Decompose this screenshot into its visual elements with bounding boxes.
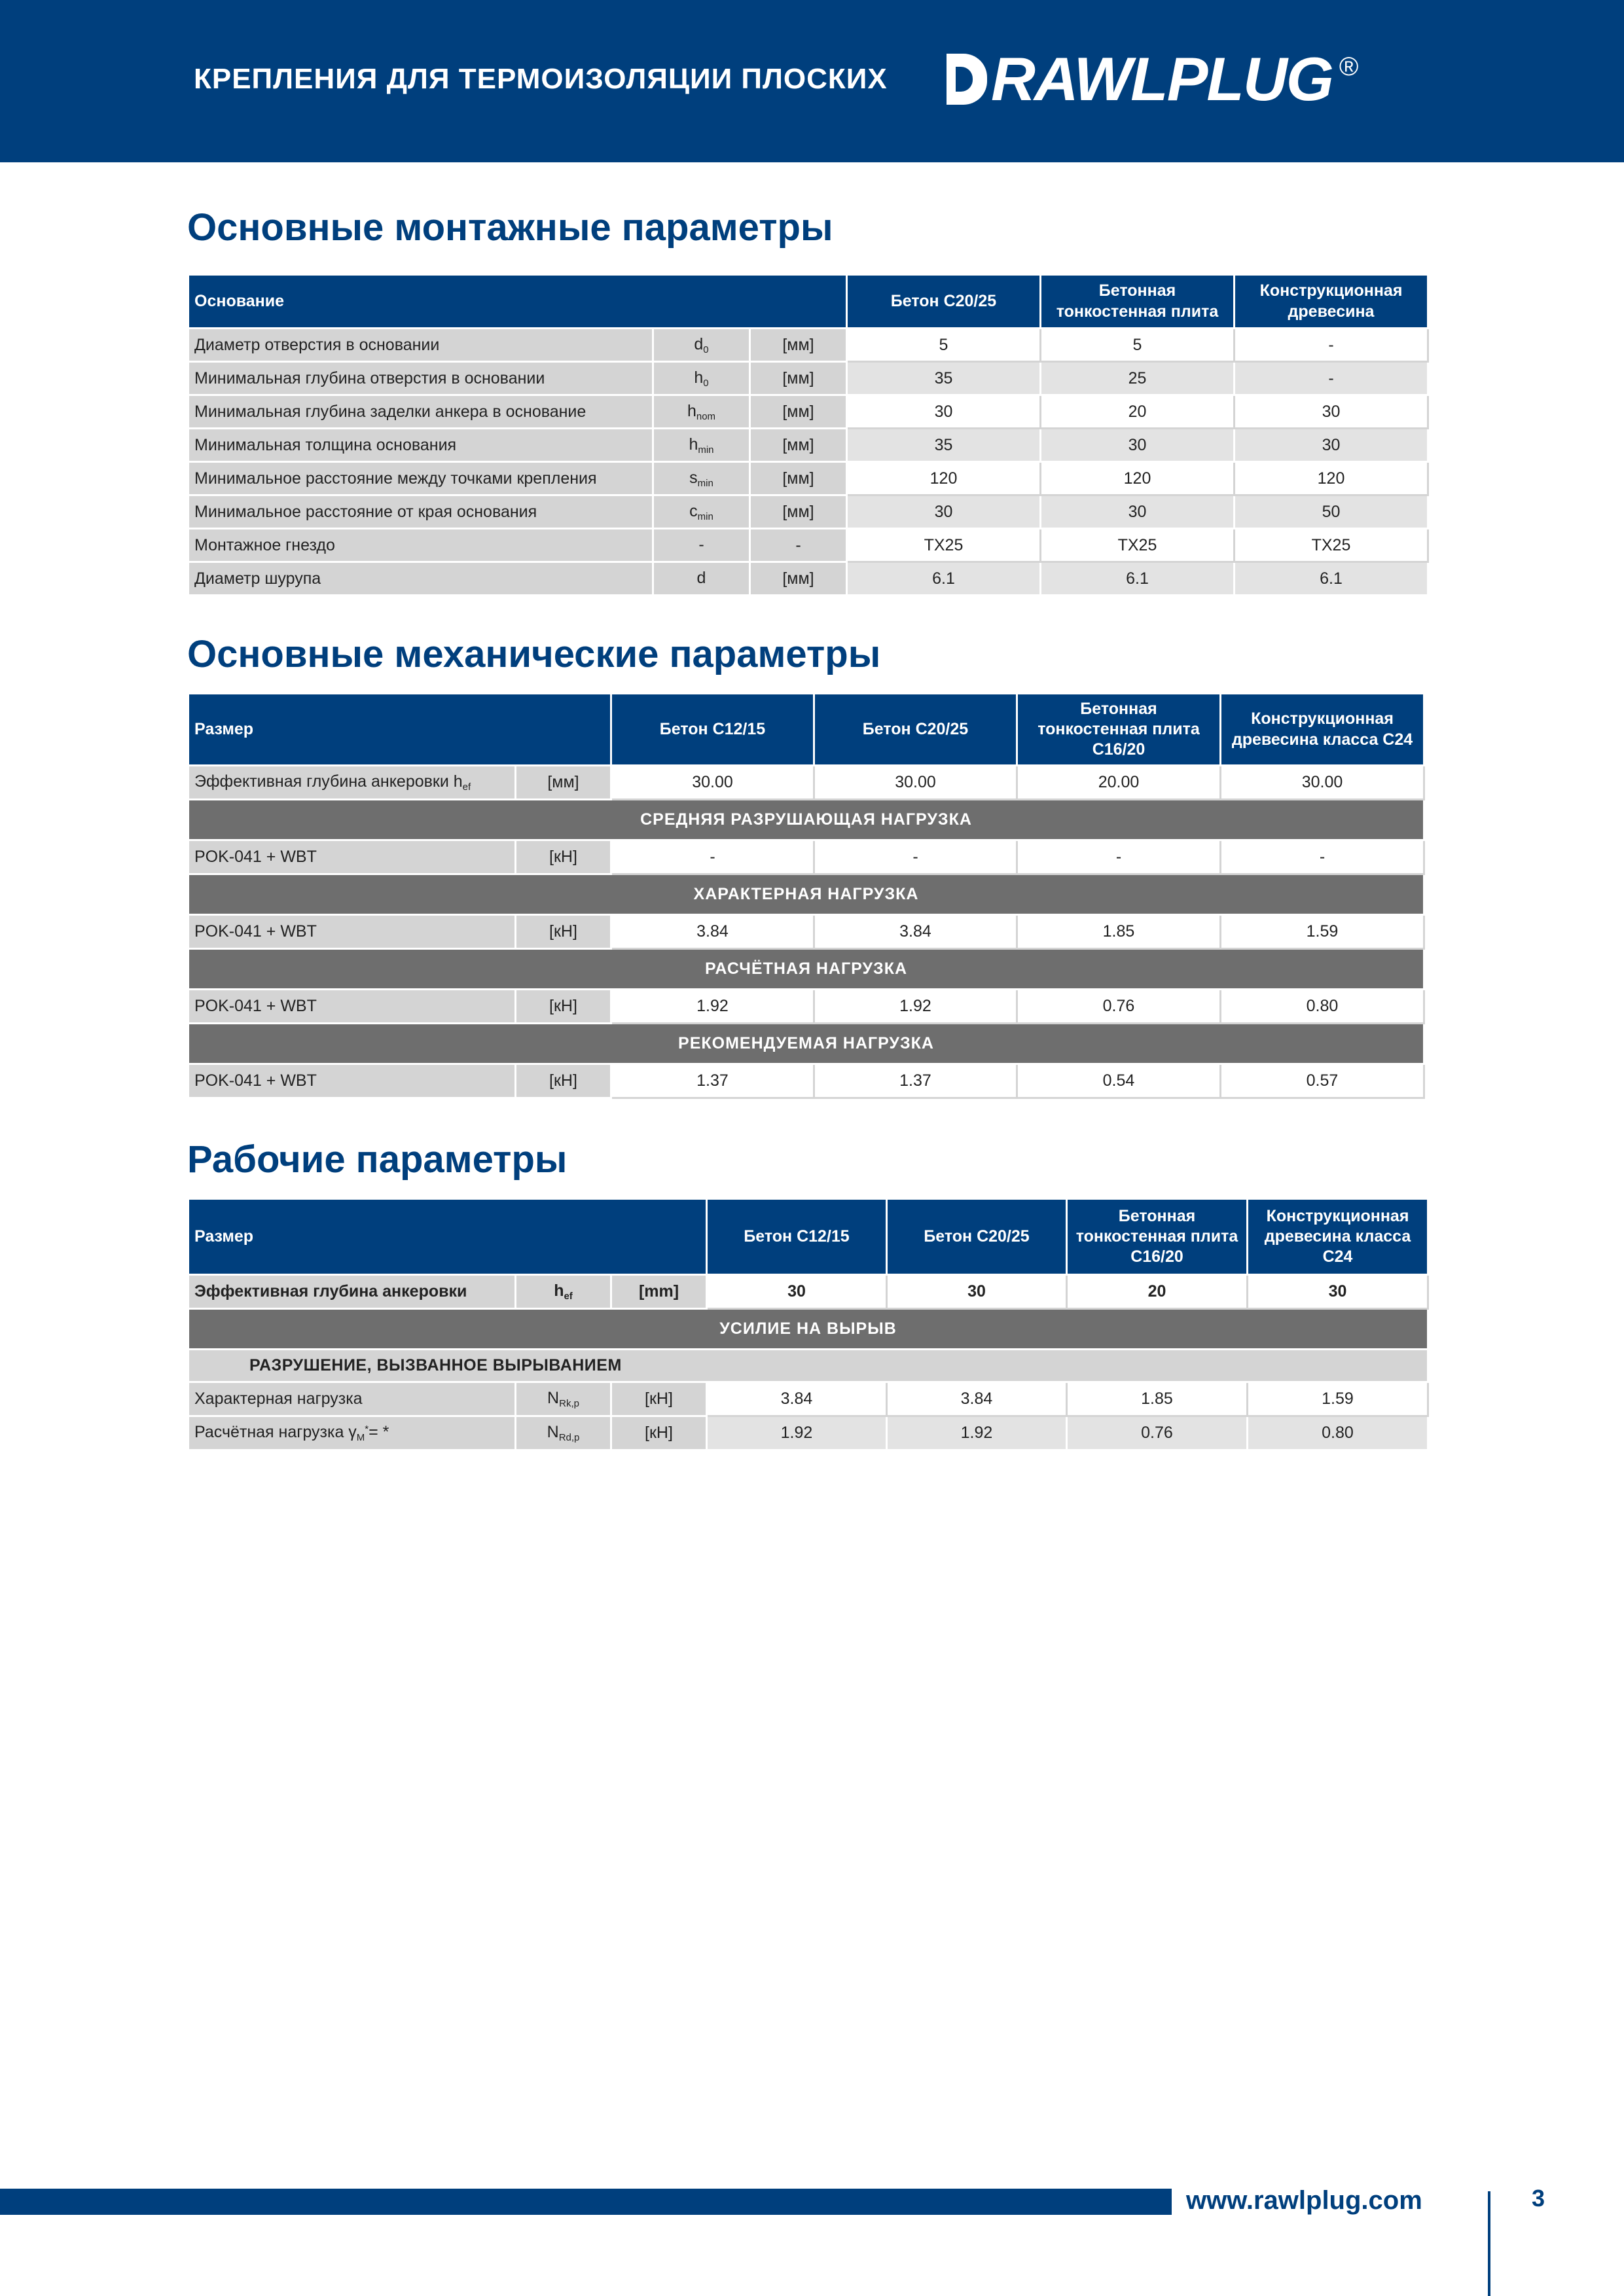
table-row [189,529,1428,562]
footer-url[interactable]: www.rawlplug.com [1186,2186,1422,2215]
section-row [189,800,1424,840]
value-cell: 6.1 [1041,562,1235,596]
value-cell: 20.00 [1017,766,1221,800]
param-label: POK-041 + WBT [189,1064,516,1098]
value-cell: 30 [1235,395,1428,429]
header-concrete-c12: Бетон C12/15 [707,1199,887,1275]
section-row [189,874,1424,915]
group-title: СРЕДНЯЯ РАЗРУШАЮЩАЯ НАГРУЗКА [189,800,1424,840]
param-unit: [мм] [750,362,847,395]
subsection-row [189,1350,1428,1382]
table-row [189,462,1428,495]
value-cell: 1.59 [1221,915,1424,949]
table-row [189,840,1424,874]
value-cell: 0.54 [1017,1064,1221,1098]
param-label: POK-041 + WBT [189,915,516,949]
header-size: Размер [189,694,611,766]
param-label: Монтажное гнездо [189,529,653,562]
table-row [189,362,1428,395]
param-label: Минимальная глубина заделки анкера в основание [189,395,653,429]
param-symbol: $d_0$ [653,329,750,362]
param-symbol: $s_{min}$ [653,462,750,495]
param-label: Диаметр отверстия в основании [189,329,653,362]
table-header-row [189,275,1428,329]
param-unit: [кН] [611,1416,707,1450]
value-cell: 3.84 [611,915,814,949]
registered-mark: ® [1339,52,1359,81]
value-cell: 50 [1235,495,1428,529]
installation-params-table [187,274,1429,596]
value-cell: 30 [707,1275,887,1309]
table-header-row [189,1199,1428,1275]
section2-title: Основные механические параметры [187,633,881,675]
section-row [189,1309,1428,1350]
logo-mark-icon [947,54,987,105]
value-cell: - [1221,840,1424,874]
table-row [189,1275,1428,1309]
footer-bar [0,2189,1172,2215]
value-cell: 25 [1041,362,1235,395]
header-concrete-c12: Бетон C12/15 [611,694,814,766]
param-label: Минимальное расстояние между точками крепления [189,462,653,495]
header-thin-slab: Бетонная тонкостенная плита C16/20 [1017,694,1221,766]
param-label: POK-041 + WBT [189,840,516,874]
param-label: Минимальная толщина основания [189,429,653,462]
table-row [189,329,1428,362]
value-cell: 120 [1235,462,1428,495]
group-title: УСИЛИЕ НА ВЫРЫВ [189,1309,1428,1350]
value-cell: 1.92 [814,990,1017,1024]
header-concrete-c20: Бетон C20/25 [887,1199,1067,1275]
value-cell: 0.80 [1248,1416,1428,1450]
table-row [189,990,1424,1024]
table-row [189,1064,1424,1098]
subgroup-title: РАЗРУШЕНИЕ, ВЫЗВАННОЕ ВЫРЫВАНИЕМ [189,1350,1428,1382]
group-title: РАСЧЁТНАЯ НАГРУЗКА [189,949,1424,990]
value-cell: 120 [847,462,1041,495]
param-symbol: $N_{Rd,p}$ [516,1416,611,1450]
value-cell: 1.37 [814,1064,1017,1098]
value-cell: 1.92 [611,990,814,1024]
header-base: Основание [189,275,847,329]
param-unit: [кН] [516,915,611,949]
param-label: Минимальное расстояние от края основания [189,495,653,529]
section-row [189,949,1424,990]
param-unit: [кН] [516,990,611,1024]
value-cell: 1.92 [707,1416,887,1450]
value-cell: 20 [1067,1275,1248,1309]
header-size: Размер [189,1199,707,1275]
logo-text: RAWLPLUG [991,45,1333,113]
table-row [189,1416,1428,1450]
param-label: Диаметр шурупа [189,562,653,596]
param-label: Эффективная глубина анкеровки [189,1275,516,1309]
value-cell: TX25 [1235,529,1428,562]
param-label: Расчётная нагрузка $\gamma_M^*=$ * [189,1416,516,1450]
value-cell: - [611,840,814,874]
param-symbol: $N_{Rk,p}$ [516,1382,611,1416]
value-cell: 3.84 [707,1382,887,1416]
value-cell: 30 [1041,429,1235,462]
param-label: Минимальная глубина отверстия в основании [189,362,653,395]
param-unit: [мм] [750,329,847,362]
table-row [189,429,1428,462]
rawlplug-logo [947,45,1359,113]
value-cell: 1.85 [1067,1382,1248,1416]
header-timber: Конструкционная древесина [1235,275,1428,329]
value-cell: - [1017,840,1221,874]
header-timber: Конструкционная древесина класса C24 [1221,694,1424,766]
value-cell: 1.92 [887,1416,1067,1450]
param-label: Эффективная глубина анкеровки $h_{ef}$ [189,766,516,800]
value-cell: - [814,840,1017,874]
value-cell: 30.00 [1221,766,1424,800]
footer-divider [1488,2191,1490,2296]
value-cell: 1.37 [611,1064,814,1098]
param-unit: [мм] [750,495,847,529]
table-row [189,1382,1428,1416]
value-cell: 30 [1041,495,1235,529]
value-cell: 30 [847,395,1041,429]
value-cell: 30.00 [611,766,814,800]
param-unit: [мм] [750,395,847,429]
param-unit: [кН] [516,1064,611,1098]
value-cell: 6.1 [1235,562,1428,596]
header-title: КРЕПЛЕНИЯ ДЛЯ ТЕРМОИЗОЛЯЦИИ ПЛОСКИХ [194,63,888,95]
value-cell: 6.1 [847,562,1041,596]
value-cell: 0.80 [1221,990,1424,1024]
param-unit: [мм] [750,462,847,495]
param-unit: [мм] [750,429,847,462]
param-unit: [mm] [611,1275,707,1309]
value-cell: 0.57 [1221,1064,1424,1098]
table-header-row [189,694,1424,766]
param-label: Характерная нагрузка [189,1382,516,1416]
value-cell: 0.76 [1017,990,1221,1024]
header-thin-slab: Бетонная тонкостенная плита [1041,275,1235,329]
value-cell: 30 [1235,429,1428,462]
table-row [189,915,1424,949]
param-symbol: d [653,562,750,596]
section1-title: Основные монтажные параметры [187,206,833,249]
value-cell: 120 [1041,462,1235,495]
value-cell: 35 [847,362,1041,395]
value-cell: 5 [847,329,1041,362]
header-concrete-c20: Бетон C20/25 [814,694,1017,766]
param-symbol: $h_{ef}$ [516,1275,611,1309]
value-cell: TX25 [847,529,1041,562]
table-row [189,495,1428,529]
param-symbol: $h_{min}$ [653,429,750,462]
value-cell: 3.84 [814,915,1017,949]
value-cell: 20 [1041,395,1235,429]
value-cell: 30.00 [814,766,1017,800]
param-unit: [кН] [516,840,611,874]
page-header [0,0,1624,162]
value-cell: - [1235,362,1428,395]
value-cell: 5 [1041,329,1235,362]
value-cell: 35 [847,429,1041,462]
value-cell: 1.59 [1248,1382,1428,1416]
header-thin-slab: Бетонная тонкостенная плита C16/20 [1067,1199,1248,1275]
page-number: 3 [1532,2185,1545,2212]
value-cell: 1.85 [1017,915,1221,949]
param-unit: - [750,529,847,562]
value-cell: 30 [887,1275,1067,1309]
group-title: РЕКОМЕНДУЕМАЯ НАГРУЗКА [189,1024,1424,1064]
value-cell: 30 [1248,1275,1428,1309]
param-unit: [кН] [611,1382,707,1416]
section3-title: Рабочие параметры [187,1138,568,1181]
param-symbol: - [653,529,750,562]
header-concrete-c20: Бетон C20/25 [847,275,1041,329]
table-row [189,395,1428,429]
table-row [189,562,1428,596]
param-unit: [мм] [516,766,611,800]
group-title: ХАРАКТЕРНАЯ НАГРУЗКА [189,874,1424,915]
table-row [189,766,1424,800]
working-params-table [187,1198,1429,1451]
mechanical-params-table [187,692,1425,1099]
param-symbol: $c_{min}$ [653,495,750,529]
header-timber: Конструкционная древесина класса C24 [1248,1199,1428,1275]
param-symbol: $h_{nom}$ [653,395,750,429]
value-cell: 3.84 [887,1382,1067,1416]
section-row [189,1024,1424,1064]
value-cell: 0.76 [1067,1416,1248,1450]
param-label: POK-041 + WBT [189,990,516,1024]
value-cell: - [1235,329,1428,362]
value-cell: TX25 [1041,529,1235,562]
param-symbol: $h_0$ [653,362,750,395]
value-cell: 30 [847,495,1041,529]
param-unit: [мм] [750,562,847,596]
